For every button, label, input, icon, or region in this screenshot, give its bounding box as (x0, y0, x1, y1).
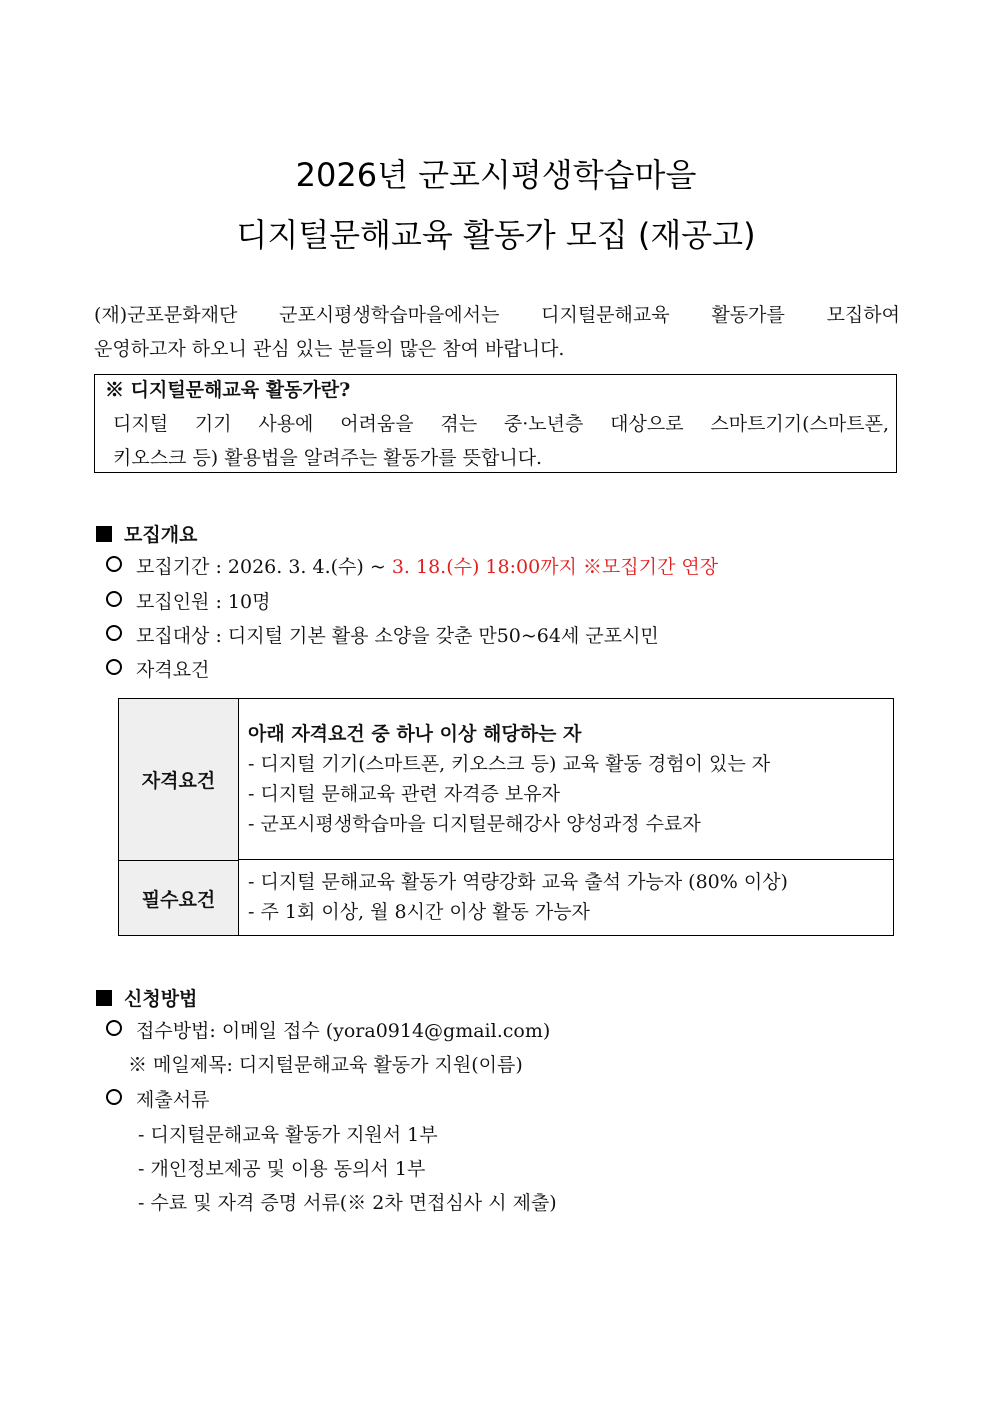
qualification-table (118, 698, 894, 936)
intro-line2: 운영하고자 하오니 관심 있는 분들의 많은 참여 바랍니다. (94, 338, 565, 360)
section-overview-heading (96, 520, 197, 547)
document-title-line1: 2026년 군포시평생학습마을 (295, 156, 697, 194)
method-text: 접수방법: 이메일 접수 (yora0914@gmail.com) (136, 1020, 551, 1042)
docs-heading-text: 제출서류 (136, 1089, 210, 1111)
definition-box (94, 374, 897, 473)
qualification-text: 자격요건 (136, 659, 210, 681)
target-text: 모집대상 : 디지털 기본 활용 소양을 갖춘 만50~64세 군포시민 (136, 625, 659, 647)
definition-line1: 디지털 기기 사용에 어려움을 겪는 중·노년층 대상으로 스마트기기(스마트폰, (113, 413, 889, 435)
definition-heading: ※ 디지털문해교육 활동가란? (105, 379, 351, 401)
required-cell-line: - 디지털 문해교육 활동가 역량강화 교육 출석 가능자 (80% 이상) (248, 871, 788, 893)
qualification-cell-line: - 군포시평생학습마을 디지털문해강사 양성과정 수료자 (248, 813, 701, 835)
overview-count (106, 589, 270, 615)
definition-line2: 키오스크 등) 활용법을 알려주는 활동가를 뜻합니다. (113, 447, 543, 469)
required-row-label: 필수요건 (119, 860, 239, 935)
apply-docs-heading (106, 1087, 209, 1113)
circle-bullet-icon (106, 591, 122, 607)
count-text: 모집인원 : 10명 (136, 591, 271, 613)
required-cell-line: - 주 1회 이상, 월 8시간 이상 활동 가능자 (248, 901, 590, 923)
circle-bullet-icon (106, 1089, 122, 1105)
email-subject-note: ※ 메일제목: 디지털문해교육 활동가 지원(이름) (128, 1054, 523, 1076)
row-divider (239, 859, 894, 860)
circle-bullet-icon (106, 659, 122, 675)
apply-method (106, 1018, 550, 1044)
overview-target (106, 623, 659, 649)
circle-bullet-icon (106, 556, 122, 572)
section-apply-label: 신청방법 (124, 988, 198, 1010)
overview-period (106, 554, 718, 580)
period-end-highlight: 3. 18.(수) 18:00까지 ※모집기간 연장 (391, 556, 719, 578)
square-bullet-icon (96, 990, 112, 1006)
intro-line1: (재)군포문화재단 군포시평생학습마을에서는 디지털문해교육 활동가를 모집하여 (94, 304, 900, 326)
circle-bullet-icon (106, 1020, 122, 1036)
section-overview-label: 모집개요 (124, 524, 198, 546)
doc-item: - 수료 및 자격 증명 서류(※ 2차 면접심사 시 제출) (138, 1192, 557, 1214)
doc-item: - 개인정보제공 및 이용 동의서 1부 (138, 1158, 426, 1180)
qualification-cell-line: - 디지털 기기(스마트폰, 키오스크 등) 교육 활동 경험이 있는 자 (248, 753, 771, 775)
square-bullet-icon (96, 526, 112, 542)
section-apply-heading (96, 984, 197, 1011)
circle-bullet-icon (106, 625, 122, 641)
document-title-line2: 디지털문해교육 활동가 모집 (재공고) (236, 216, 756, 254)
overview-qualification (106, 657, 209, 683)
qualification-cell-line: 아래 자격요건 중 하나 이상 해당하는 자 (248, 723, 582, 745)
qualification-row-label: 자격요건 (119, 699, 239, 860)
period-label: 모집기간 : 2026. 3. 4.(수) ~ (136, 556, 392, 578)
qualification-cell-line: - 디지털 문해교육 관련 자격증 보유자 (248, 783, 560, 805)
doc-item: - 디지털문해교육 활동가 지원서 1부 (138, 1124, 438, 1146)
